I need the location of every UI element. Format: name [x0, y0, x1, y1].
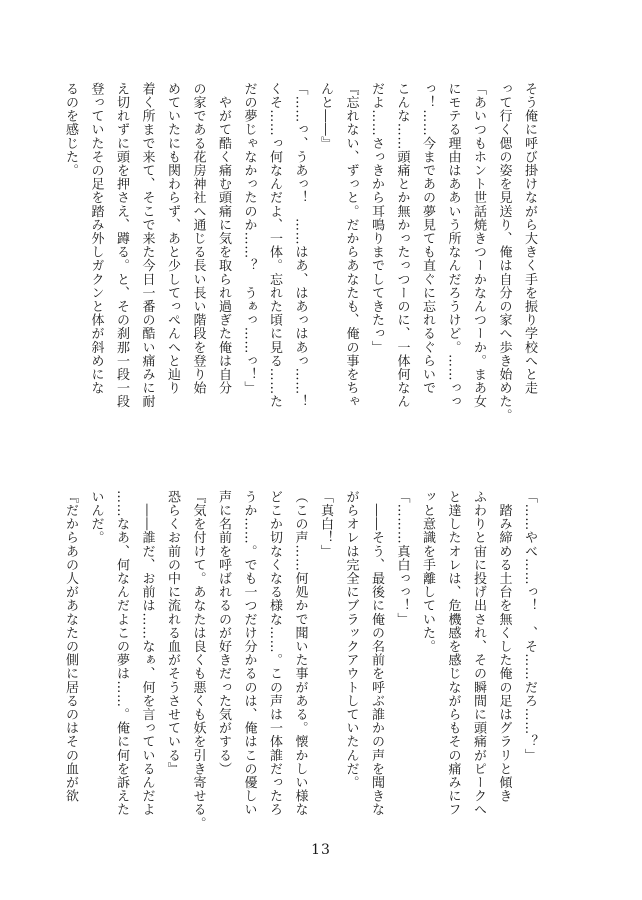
text-line: だよ……さっきから耳鳴りまでしてきたっ」 [369, 82, 384, 354]
page-number: 13 [311, 842, 331, 858]
text-line: やがて酷く痛む頭痛に気を取られ過ぎた俺は自分 [216, 82, 231, 395]
text-line: 声に名前を呼ばれるのが好きだった気がする） [216, 490, 231, 776]
text-line: ……なあ、何なんだよこの夢は……。俺に何を訴えた [114, 490, 129, 817]
text-line: ふわりと宙に投げ出され、その瞬間に頭痛がピークへ [471, 490, 486, 817]
text-line: ――誰だ、お前は……なぁ、何を言っているんだよ [139, 490, 155, 817]
text-line: そう俺に呼び掛けながら大きく手を振り学校へと走 [522, 82, 537, 395]
text-line: 踏み締める土台を無くした俺の足はグラリと傾き [496, 490, 512, 803]
text-line: 着く所まで来て、そこで来た今日一番の酷い痛みに耐 [139, 82, 155, 409]
text-line: るのを感じた。 [63, 82, 78, 178]
text-line: 「あいつもホント世話焼きつーかなんつーか。まあ女 [471, 82, 486, 409]
text-line: どこか切なくなる様な……。この声は一体誰だったろ [267, 490, 282, 817]
text-line: 『忘れない、ずっと。だからあなたも、俺の事をちゃ [343, 82, 359, 409]
text-line: こんな……頭痛とか無かったっつーのに、一体何なん [394, 82, 410, 409]
text-line: 恐らくお前の中に流れる血がそうさせている』 [165, 490, 180, 776]
text-line: んと――』 [318, 82, 333, 150]
text-line: だの夢じゃなかったのか……？ うぁっ……っ！」 [241, 82, 257, 395]
text-line: にモテる理由はああいう所なんだろうけど。……っっ [445, 82, 461, 409]
text-line: 「……やべ……っ！ 、そ……だろ……？」 [522, 490, 537, 762]
text-line: ――そう、最後に俺の名前を呼ぶ誰かの声を聞きな [369, 490, 384, 817]
text-line: 「……っ、うあっ！ ……はあ、はあっはあっ……！ [292, 82, 308, 409]
text-line: いんだ。 [88, 490, 104, 545]
text-line: 「真白！」 [318, 490, 333, 558]
text-line: 『気を付けて。あなたは良くも悪くも妖を引き寄せる。 [190, 490, 206, 830]
text-line: って行く偲の姿を見送り、俺は自分の家へ歩き始めた。 [496, 82, 512, 422]
text-line: と達したオレは、危機感を感じながらもその痛みにフ [445, 490, 461, 817]
text-line: ッと意識を手離していた。 [420, 490, 435, 654]
text-line: がらオレは完全にブラックアウトしていたんだ。 [343, 490, 359, 790]
text-line: （この声……何処かで聞いた事がある。懐かしい様な [292, 490, 308, 817]
text-line: の家である花房神社へ通じる長い長い階段を登り始 [190, 82, 206, 395]
text-line: めていたにも関わらず、あと少してっぺんへと辿り [165, 82, 180, 395]
text-line: え切れずに頭を押さえ、蹲る。と、その刹那一段一段 [114, 82, 129, 409]
text-line: うか……。でも一つだけ分かるのは、俺はこの優しい [241, 490, 257, 817]
text-line: くそ……っ何なんだよ、一体。忘れた頃に見る……た [267, 82, 282, 409]
text-line: っ！……今まであの夢見ても直ぐに忘れるぐらいで [420, 82, 435, 395]
text-line: 『だからあの人があなたの側に居るのはその血が欲 [63, 490, 78, 803]
upper-text-block [63, 82, 542, 428]
text-line: 「………真白っっ！」 [394, 490, 410, 626]
text-line: 登っていたその足を踏み外しガクンと体が斜めにな [88, 82, 104, 395]
lower-text-block [63, 490, 542, 836]
